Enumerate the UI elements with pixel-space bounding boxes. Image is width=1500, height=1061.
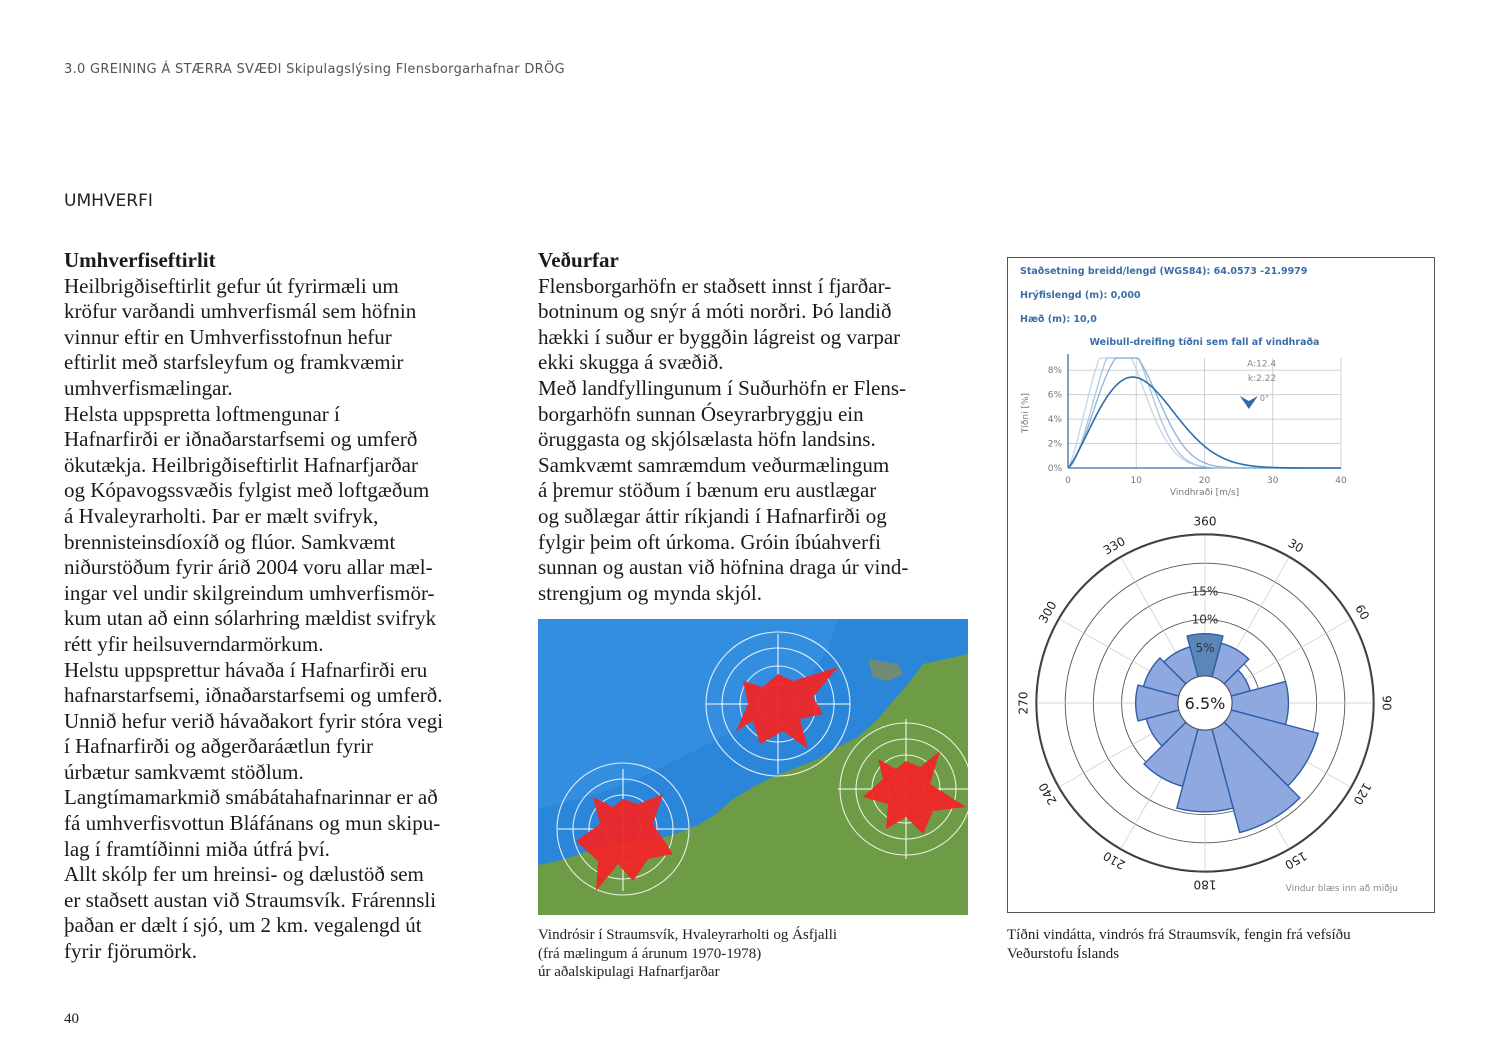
weibull-x-tick: 10 [1130, 476, 1142, 486]
page-number: 40 [64, 1011, 79, 1027]
map-caption [538, 926, 837, 982]
wind-rose-map-image [538, 619, 968, 915]
text-line: strengjum og mynda skjól. [538, 580, 762, 605]
wind-rose-ring-label: 5% [1195, 640, 1215, 655]
text-line: á þremur stöðum í bænum eru austlægar [538, 478, 877, 503]
wind-rose-direction-label: 360 [1193, 514, 1217, 529]
wind-roughness: Hrýfislengd (m): 0,000 [1020, 290, 1141, 301]
text-line: fá umhverfisvottun Bláfánans og mun skipu- [64, 811, 441, 836]
text-line: Helsta uppspretta loftmengunar í [64, 401, 340, 426]
wind-rose-direction-label: 90 [1379, 695, 1394, 711]
environment-text [64, 274, 504, 965]
wind-rose-direction-label: 30 [1285, 535, 1306, 556]
caption-line: (frá mælingum á árunum 1970-1978) [538, 945, 762, 962]
text-line: sunnan og austan við höfnina draga úr vind- [538, 555, 909, 580]
wind-rose-direction-label: 240 [1035, 780, 1060, 808]
weibull-x-tick: 20 [1198, 476, 1211, 486]
text-line: Hafnarfirði er iðnaðarstarfsemi og umferð [64, 427, 418, 452]
text-line: Samkvæmt samræmdum veðurmælingum [538, 452, 890, 477]
wind-rose-ring-label: 10% [1191, 612, 1219, 627]
text-line: öruggasta og skjólsælasta höfn landsins. [538, 427, 876, 452]
wind-rose-direction-label: 330 [1100, 534, 1128, 558]
column-weather [538, 248, 968, 606]
weibull-chart [1008, 334, 1434, 504]
weibull-x-label: Vindhraði [m/s] [1169, 488, 1240, 498]
weather-text [538, 274, 968, 607]
wind-rose-direction-label: 120 [1350, 780, 1375, 808]
text-line: og Kópavogssvæðis fylgist með loftgæðum [64, 478, 430, 503]
text-line: er staðsett austan við Straumsvík. Frárennsli [64, 887, 437, 912]
weibull-y-tick: 2% [1047, 439, 1062, 450]
wind-rose-note: Vindur blæs inn að miðju [1285, 884, 1398, 894]
weibull-y-tick: 4% [1047, 415, 1062, 426]
weibull-x-tick: 30 [1267, 476, 1279, 486]
text-line: borgarhöfn sunnan Óseyrarbryggju ein [538, 401, 864, 426]
text-line: Flensborgarhöfn er staðsett innst í fjarðar- [538, 273, 892, 298]
weibull-y-tick: 6% [1047, 390, 1062, 401]
text-line: kum utan að einn sólarhring mældist svifryk [64, 606, 437, 631]
weibull-x-tick: 40 [1335, 476, 1347, 486]
wind-rose-direction-label: 270 [1016, 691, 1031, 715]
text-line: úrbætur samkvæmt stöðlum. [64, 759, 304, 784]
text-line: rétt yfir heilsuverndarmörkum. [64, 631, 324, 656]
weibull-annotation-direction: 0° [1259, 394, 1269, 403]
text-line: ökutækja. Heilbrigðiseftirlit Hafnarfjarðar [64, 452, 418, 477]
text-line: Unnið hefur verið hávaðakort fyrir stóra vegi [64, 708, 444, 733]
caption-line: Veðurstofu Íslands [1007, 945, 1120, 962]
wind-direction-arrow-icon [1240, 396, 1258, 409]
weibull-annotation-k: k:2.22 [1247, 374, 1277, 385]
section-title: UMHVERFI [64, 191, 153, 211]
caption-line: Tíðni vindátta, vindrós frá Straumsvík, fengin frá vefsíðu [1007, 927, 1351, 943]
weibull-y-label: Tíðni [%] [1021, 392, 1031, 434]
wind-location: Staðsetning breidd/lengd (WGS84): 64.0573 -21.9979 [1020, 266, 1308, 277]
wind-rose-center-label: 6.5% [1184, 694, 1226, 713]
text-line: Langtímamarkmið smábátahafnarinnar er að [64, 785, 438, 810]
text-line: Allt skólp fer um hreinsi- og dælustöð sem [64, 862, 424, 887]
text-line: lag í framtíðinni miða útfrá því. [64, 836, 330, 861]
text-line: vinnur eftir en Umhverfisstofnun hefur [64, 324, 392, 349]
weibull-annotation-a: A:12.4 [1247, 359, 1277, 370]
caption-line: Vindrósir í Straumsvík, Hvaleyrarholti og Ásfjalli [538, 927, 838, 943]
wind-statistics-panel [1007, 257, 1435, 913]
wind-caption [1007, 926, 1351, 963]
wind-rose-chart [1008, 508, 1434, 908]
text-line: umhverfismælingar. [64, 375, 233, 400]
text-line: eftirlit með starfsleyfum og framkvæmir [64, 350, 404, 375]
text-line: niðurstöðum fyrir árið 2004 voru allar mæl- [64, 555, 433, 580]
text-line: í Hafnarfirði og aðgerðaráætlun fyrir [64, 734, 374, 759]
text-line: kröfur varðandi umhverfismál sem höfnin [64, 299, 417, 324]
wind-rose-direction-label: 300 [1036, 598, 1060, 626]
text-line: og suðlægar áttir ríkjandi í Hafnarfirði og [538, 503, 887, 528]
column-environment [64, 248, 504, 965]
text-line: þaðan er dælt í sjó, um 2 km. vegalengd út [64, 913, 422, 938]
heading-environment: Umhverfiseftirlit [64, 248, 216, 272]
wind-rose-ring-label: 15% [1191, 584, 1219, 599]
text-line: botninum og snýr á móti norðri. Þó landið [538, 299, 892, 324]
weibull-x-tick: 0 [1065, 476, 1071, 486]
text-line: á Hvaleyrarholti. Þar er mælt svifryk, [64, 503, 379, 528]
wind-rose-direction-label: 210 [1100, 848, 1128, 873]
text-line: Með landfyllingunum í Suðurhöfn er Flens- [538, 375, 907, 400]
running-head: 3.0 GREINING Á STÆRRA SVÆÐI Skipulagslýsing Flensborgarhafnar DRÖG [64, 62, 565, 77]
weibull-title: Weibull-dreifing tíðni sem fall af vindhraða [1089, 337, 1320, 348]
text-line: brennisteinsdíoxíð og flúor. Samkvæmt [64, 529, 396, 554]
wind-height: Hæð (m): 10,0 [1020, 314, 1097, 325]
wind-rose-direction-label: 150 [1282, 848, 1310, 873]
text-line: fyrir fjörumörk. [64, 939, 197, 964]
heading-weather: Veðurfar [538, 248, 619, 272]
text-line: Heilbrigðiseftirlit gefur út fyrirmæli um [64, 273, 399, 298]
weibull-y-tick: 0% [1047, 464, 1062, 474]
text-line: hækki í suður er byggðin lágreist og varpar [538, 324, 901, 349]
wind-rose-direction-label: 180 [1193, 877, 1217, 892]
weibull-y-tick: 8% [1047, 366, 1062, 377]
text-line: fylgir þeim oft úrkoma. Gróin íbúahverfi [538, 529, 881, 554]
text-line: hafnarstarfsemi, iðnaðarstarfsemi og umferð. [64, 683, 443, 708]
text-line: Helstu uppsprettur hávaða í Hafnarfirði eru [64, 657, 428, 682]
text-line: ingar vel undir skilgreindum umhverfismör- [64, 580, 435, 605]
text-line: ekki skugga á svæðið. [538, 350, 724, 375]
wind-rose-direction-label: 60 [1352, 602, 1373, 623]
caption-line: úr aðalskipulagi Hafnarfjarðar [538, 964, 720, 980]
